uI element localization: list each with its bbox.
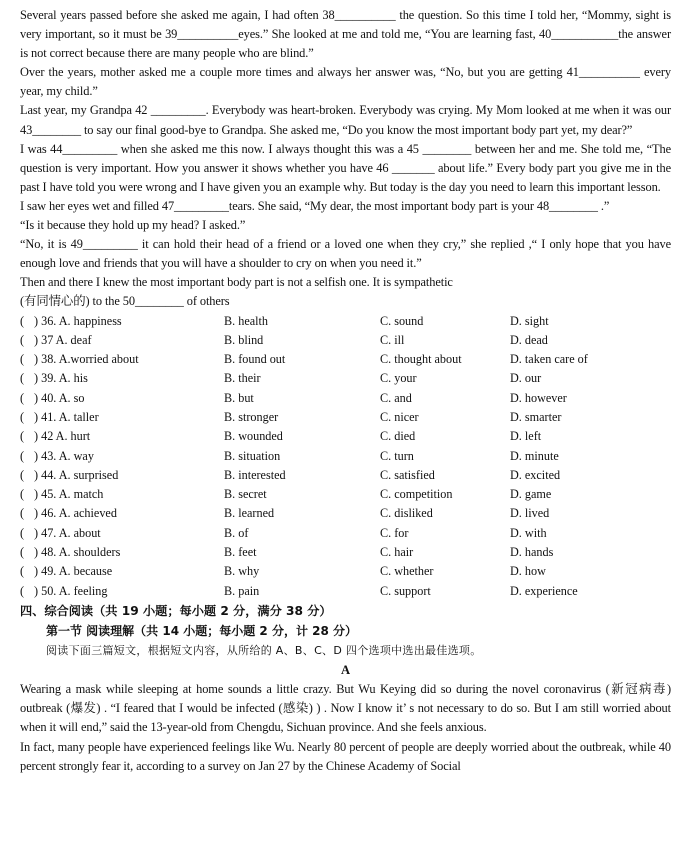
option-c: C. sound — [380, 313, 424, 328]
option-b: B. interested — [224, 467, 286, 482]
option-a: ) 47. A. about — [34, 525, 101, 540]
option-d: D. how — [510, 564, 546, 579]
option-a: ) 38. A.worried about — [34, 352, 139, 367]
option-a: ) 46. A. achieved — [34, 506, 117, 521]
option-c: C. nicer — [380, 409, 419, 424]
option-d: D. however — [510, 390, 567, 405]
option-row — [20, 389, 671, 408]
option-b: B. situation — [224, 448, 281, 463]
section-subheading: 第一节 阅读理解（共 14 小题；每小题 2 分，计 28 分） — [46, 623, 357, 638]
answer-bracket: ( — [20, 313, 25, 328]
option-b: B. feet — [224, 545, 257, 560]
reading-passage-a — [20, 680, 671, 776]
answer-bracket: ( — [20, 332, 25, 347]
option-row — [20, 524, 671, 543]
option-row — [20, 485, 671, 504]
paragraph: In fact, many people have experienced feelings like Wu. Nearly 80 percent of people are deeply worried about the outbreak, while 40 percent strongly fear it, according to a survey on Jan 27 by the Chinese Academy of Social — [20, 739, 671, 773]
answer-bracket: ( — [20, 487, 25, 502]
option-a: ) 36. A. happiness — [34, 313, 122, 328]
paragraph: Over the years, mother asked me a couple more times and always her answer was, “No, but you are getting 41__________ every year, my child.” — [20, 65, 671, 99]
option-a: ) 45. A. match — [34, 487, 104, 502]
answer-bracket: ( — [20, 583, 25, 598]
answer-bracket: ( — [20, 448, 25, 463]
option-c: C. hair — [380, 545, 414, 560]
answer-bracket: ( — [20, 506, 25, 521]
option-c: C. died — [380, 429, 416, 444]
option-b: B. their — [224, 371, 261, 386]
option-row — [20, 543, 671, 562]
option-a: ) 40. A. so — [34, 390, 85, 405]
option-b: B. but — [224, 390, 254, 405]
option-d: D. minute — [510, 448, 559, 463]
answer-bracket: ( — [20, 545, 25, 560]
option-row — [20, 312, 671, 331]
option-row — [20, 408, 671, 427]
option-a: ) 50. A. feeling — [34, 583, 108, 598]
option-d: D. excited — [510, 467, 561, 482]
paragraph: Several years passed before she asked me again, I had often 38__________ the question. So this time I told her, “Mommy, sight is very important, so it must be 39__________eyes.” She looked at me and told me, “You are learning fast, 40___________the answer is not correct because there are many people who are blind.” — [20, 8, 671, 61]
option-b: B. why — [224, 564, 260, 579]
option-d: D. hands — [510, 545, 554, 560]
option-row — [20, 369, 671, 388]
option-c: C. ill — [380, 332, 405, 347]
cloze-passage — [20, 6, 671, 312]
answer-bracket: ( — [20, 429, 25, 444]
option-d: D. left — [510, 429, 542, 444]
option-b: B. blind — [224, 332, 264, 347]
paragraph: Last year, my Grandpa 42 _________. Everybody was heart-broken. Everybody was crying. My Mom looked at me when it was our 43________ to say our final good-bye to Grandpa. She asked me, “Do you know the most important body part yet, my dear?” — [20, 103, 671, 137]
option-a: ) 39. A. his — [34, 371, 88, 386]
option-row — [20, 466, 671, 485]
option-c: C. turn — [380, 448, 414, 463]
option-c: C. for — [380, 525, 409, 540]
instructions: 阅读下面三篇短文，根据短文内容，从所给的 A、B、C、D 四个选项中选出最佳选项。 — [46, 643, 482, 657]
option-b: B. found out — [224, 352, 286, 367]
option-b: B. health — [224, 313, 269, 328]
section-heading: 四、综合阅读（共 19 小题；每小题 2 分，满分 38 分） — [20, 603, 332, 618]
option-d: D. experience — [510, 583, 578, 598]
option-d: D. dead — [510, 332, 548, 347]
option-c: C. disliked — [380, 506, 433, 521]
option-a: ) 44. A. surprised — [34, 467, 119, 482]
option-d: D. our — [510, 371, 542, 386]
option-d: D. sight — [510, 313, 549, 328]
option-row — [20, 562, 671, 581]
option-row — [20, 447, 671, 466]
option-d: D. lived — [510, 506, 550, 521]
answer-bracket: ( — [20, 409, 25, 424]
paragraph: I was 44_________ when she asked me this now. I always thought this was a 45 ________ between her and me. She told me, “The question is very important. How you answer it shows whether you have 46 _______ about life.” Every body part you give me in the past I have told you were wrong and I have given you an example why. But today is the day you need to learn this important lesson. — [20, 141, 671, 194]
passage-label: A — [340, 662, 351, 677]
option-b: B. of — [224, 525, 249, 540]
option-c: C. thought about — [380, 352, 462, 367]
option-d: D. with — [510, 525, 547, 540]
option-c: C. competition — [380, 487, 453, 502]
answer-bracket: ( — [20, 352, 25, 367]
option-a: ) 43. A. way — [34, 448, 94, 463]
option-b: B. stronger — [224, 409, 279, 424]
answer-bracket: ( — [20, 467, 25, 482]
option-d: D. game — [510, 487, 552, 502]
answer-bracket: ( — [20, 564, 25, 579]
option-b: B. secret — [224, 487, 267, 502]
option-b: B. pain — [224, 583, 260, 598]
option-a: ) 48. A. shoulders — [34, 545, 121, 560]
paragraph: “Is it because they hold up my head? I asked.” — [20, 218, 246, 233]
options-list — [20, 312, 671, 601]
paragraph: Then and there I knew the most important body part is not a selfish one. It is sympathetic — [20, 275, 453, 290]
option-row — [20, 350, 671, 369]
option-a: ) 37 A. deaf — [34, 332, 92, 347]
option-c: C. satisfied — [380, 467, 435, 482]
answer-bracket: ( — [20, 371, 25, 386]
option-c: C. whether — [380, 564, 434, 579]
option-d: D. smarter — [510, 409, 562, 424]
paragraph: I saw her eyes wet and filled 47_________tears. She said, “My dear, the most important body part is your 48________ .” — [20, 198, 610, 213]
option-row — [20, 582, 671, 601]
option-row — [20, 427, 671, 446]
option-b: B. learned — [224, 506, 275, 521]
option-c: C. support — [380, 583, 431, 598]
paragraph: “No, it is 49_________ it can hold their head of a friend or a loved one when they cry,” she replied ,“ I only hope that you have enough love and friends that you will have a shoulder to cry on when you need it.” — [20, 237, 671, 271]
option-row — [20, 504, 671, 523]
option-c: C. and — [380, 390, 412, 405]
option-a: ) 42 A. hurt — [34, 429, 91, 444]
option-d: D. taken care of — [510, 352, 588, 367]
option-a: ) 41. A. taller — [34, 409, 99, 424]
option-c: C. your — [380, 371, 417, 386]
paragraph: Wearing a mask while sleeping at home sounds a little crazy. But Wu Keying did so during the novel coronavirus (新冠病毒) outbreak (爆发) . “I feared that I would be infected (感染) ) . Now I know it’ s not necessary to do so. But I am still worried about when it will end,” said the 13-year-old from Chengdu, Sichuan province. And she feels anxious. — [20, 681, 671, 735]
option-row — [20, 331, 671, 350]
paragraph: (有同情心的) to the 50________ of others — [20, 294, 230, 309]
answer-bracket: ( — [20, 390, 25, 405]
answer-bracket: ( — [20, 525, 25, 540]
option-b: B. wounded — [224, 429, 283, 444]
option-a: ) 49. A. because — [34, 564, 113, 579]
